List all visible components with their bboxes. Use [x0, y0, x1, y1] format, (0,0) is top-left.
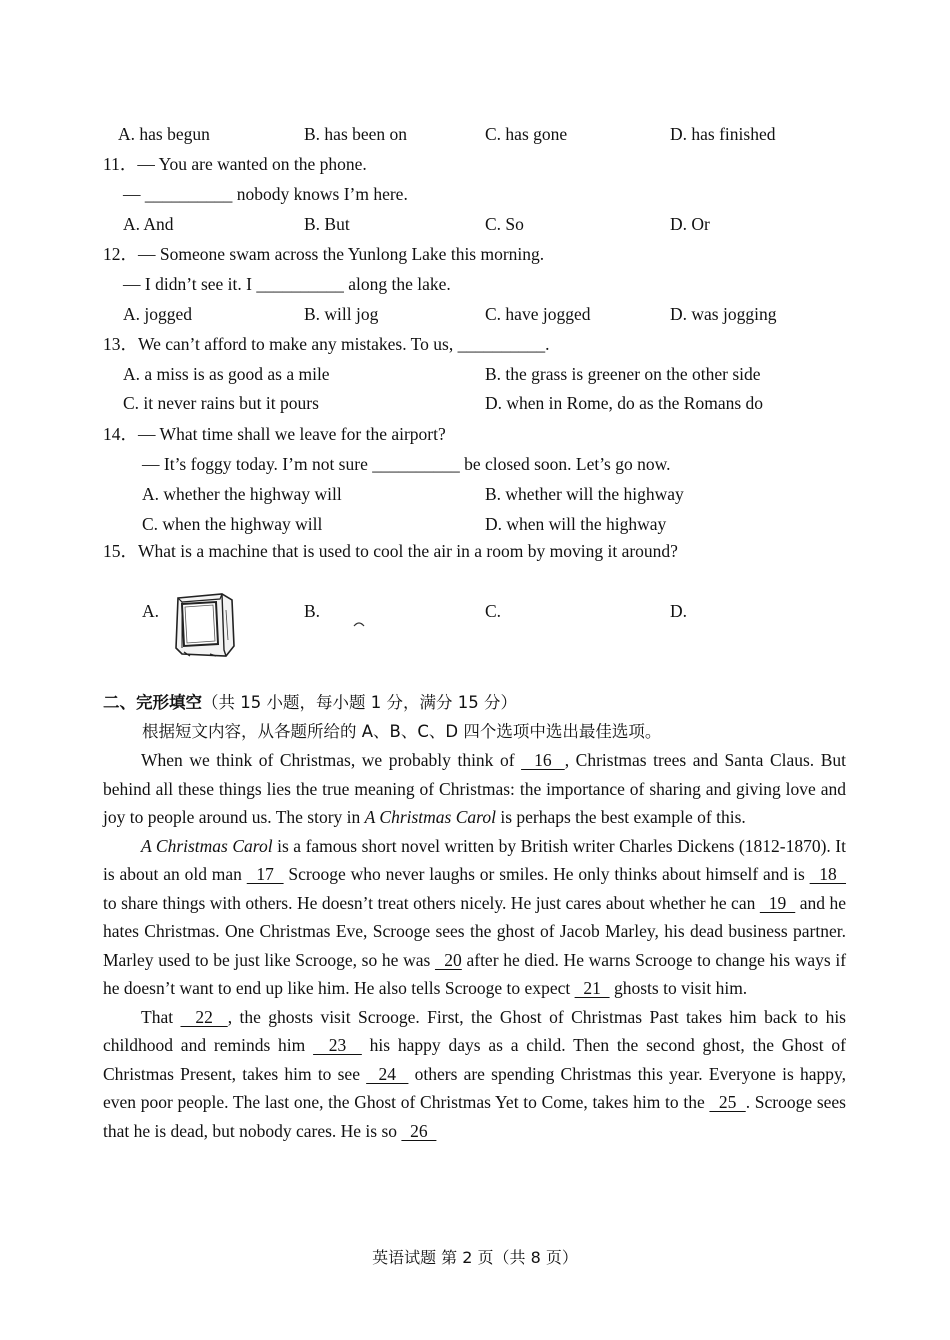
q13-option-d: D. when in Rome, do as the Romans do — [485, 393, 764, 413]
passage-text: That — [141, 1006, 181, 1027]
q11-reply — [123, 183, 408, 205]
cloze-passage — [103, 746, 846, 1145]
passage-text: after he died. He warns Scrooge to change his ways if he doesn’t want to end up like him. He also tells Scrooge to expect — [103, 949, 847, 998]
q13-stem-suffix: . — [545, 334, 550, 354]
passage-text: ghosts to visit him. — [609, 978, 748, 998]
passage-text: Scrooge who never laughs or smiles. He only thinks about himself and is — [283, 864, 810, 884]
tv-set-icon — [170, 590, 238, 660]
q14-reply-prefix: — It’s foggy today. I’m not sure — [142, 454, 373, 474]
q14-blank: __________ — [372, 454, 460, 474]
q14-stem — [103, 423, 446, 445]
blank-24: 24 — [366, 1063, 409, 1084]
q11-blank: __________ — [144, 184, 233, 204]
passage-text: When we think of Christmas, we probably think of — [141, 750, 522, 770]
q14-option-a: A. whether the highway will — [142, 484, 342, 504]
passage-paragraph-2 — [103, 832, 846, 1003]
section2-note: （共 15 小题，每小题 1 分，满分 15 分） — [202, 693, 517, 712]
q11-stem — [103, 153, 367, 175]
q11-option-a: A. And — [123, 214, 174, 234]
q11-line1: — You are wanted on the phone. — [137, 154, 367, 174]
q12-reply-suffix: along the lake. — [343, 274, 451, 294]
q10-option-b: B. has been on — [304, 124, 408, 144]
q13-option-a: A. a miss is as good as a mile — [123, 364, 330, 384]
blank-22: 22 — [180, 1006, 228, 1027]
q14-number: 14． — [103, 424, 138, 444]
passage-paragraph-1 — [103, 746, 846, 832]
q13-option-c: C. it never rains but it pours — [123, 393, 319, 413]
blank-17: 17 — [246, 864, 284, 884]
blank-21: 21 — [574, 978, 610, 998]
section2-instruction: 根据短文内容，从各题所给的 A、B、C、D 四个选项中选出最佳选项。 — [142, 722, 662, 741]
blank-26: 26 — [401, 1120, 437, 1141]
passage-text: and he hates Christmas. One Christmas Eve, Scrooge sees the ghost of Jacob Marley, his dead business partner. Marley used to be just like Scrooge, so he was — [103, 892, 846, 970]
q12-line1: — Someone swam across the Yunlong Lake this morning. — [138, 244, 545, 264]
passage-text: is perhaps the best example of this. — [495, 807, 746, 827]
blank-25: 25 — [709, 1092, 746, 1112]
q13-stem-prefix: We can’t afford to make any mistakes. To us, — [138, 334, 458, 354]
q11-number: 11． — [103, 154, 138, 174]
page-footer: 英语试题 第 2 页（共 8 页） — [372, 1248, 578, 1267]
q12-reply-prefix: — I didn’t see it. I — [123, 274, 257, 294]
q13-number: 13． — [103, 334, 138, 354]
passage-text: , Christmas trees and Santa Claus. But behind all these things lies the true meaning of Christmas: the importance of sharing and giving love and joy to people around us. The story in — [103, 750, 846, 827]
section2-heading — [103, 692, 517, 714]
q15-option-c: C. — [485, 601, 502, 621]
passage-text: is a famous short novel written by British writer Charles Dickens (1812-1870). It is about an old man — [103, 835, 846, 884]
option-b-image-icon — [352, 620, 366, 628]
q14-reply-suffix: be closed soon. Let’s go now. — [459, 454, 671, 474]
book-title: A Christmas Carol — [364, 807, 496, 827]
q14-option-d: D. when will the highway — [485, 514, 667, 534]
q14-reply — [142, 453, 671, 475]
q11-option-c: C. So — [485, 214, 524, 234]
q15-option-d: D. — [670, 601, 688, 621]
q11-option-d: D. Or — [670, 214, 710, 234]
passage-text: his happy days as a child. Then the second ghost, the Ghost of Christmas Present, takes him to see — [103, 1035, 846, 1084]
blank-19: 19 — [759, 892, 796, 913]
q14-option-b: B. whether will the highway — [485, 484, 684, 504]
section2-title: 二、完形填空 — [103, 693, 202, 712]
q13-stem — [103, 333, 549, 355]
passage-text: . Scrooge sees that he is dead, but nobody cares. He is so — [103, 1092, 846, 1141]
q12-option-a: A. jogged — [123, 304, 193, 324]
q13-option-b: B. the grass is greener on the other side — [485, 364, 761, 384]
q11-option-b: B. But — [304, 214, 350, 234]
passage-text: , the ghosts visit Scrooge. First, the Ghost of Christmas Past takes him back to his childhood and reminds him — [103, 1006, 846, 1055]
book-title: A Christmas Carol — [141, 835, 273, 856]
passage-paragraph-3 — [103, 1003, 846, 1146]
passage-text: to share things with others. He doesn’t treat others nicely. He just cares about whether he can — [103, 892, 760, 913]
q12-option-b: B. will jog — [304, 304, 379, 324]
q15-option-a: A. — [142, 601, 160, 621]
blank-20: 20 — [434, 949, 462, 970]
q11-reply-suffix: nobody knows I’m here. — [232, 184, 408, 204]
q12-option-c: C. have jogged — [485, 304, 591, 324]
q14-option-c: C. when the highway will — [142, 514, 323, 534]
q12-stem — [103, 243, 544, 265]
q15-stem — [103, 540, 678, 562]
passage-text: others are spending Christmas this year. Everyone is happy, even poor people. The last one, the Ghost of Christmas Yet to Come, takes him to the — [103, 1063, 846, 1112]
q10-option-d: D. has finished — [670, 124, 776, 144]
q13-blank: __________ — [457, 334, 546, 354]
q12-option-d: D. was jogging — [670, 304, 777, 324]
q12-blank: __________ — [256, 274, 344, 294]
q15-stem-text: What is a machine that is used to cool the air in a room by moving it around? — [138, 541, 678, 561]
q15-option-b: B. — [304, 601, 321, 621]
q14-line1: — What time shall we leave for the airport? — [138, 424, 446, 444]
q12-reply — [123, 273, 451, 295]
blank-16: 16 — [521, 750, 565, 770]
q12-number: 12． — [103, 244, 138, 264]
q10-option-c: C. has gone — [485, 124, 568, 144]
blank-23: 23 — [313, 1035, 362, 1055]
q11-reply-prefix: — — [123, 184, 145, 204]
q15-number: 15． — [103, 541, 138, 561]
blank-18: 18 — [809, 864, 847, 884]
q10-option-a: A. has begun — [118, 124, 210, 144]
